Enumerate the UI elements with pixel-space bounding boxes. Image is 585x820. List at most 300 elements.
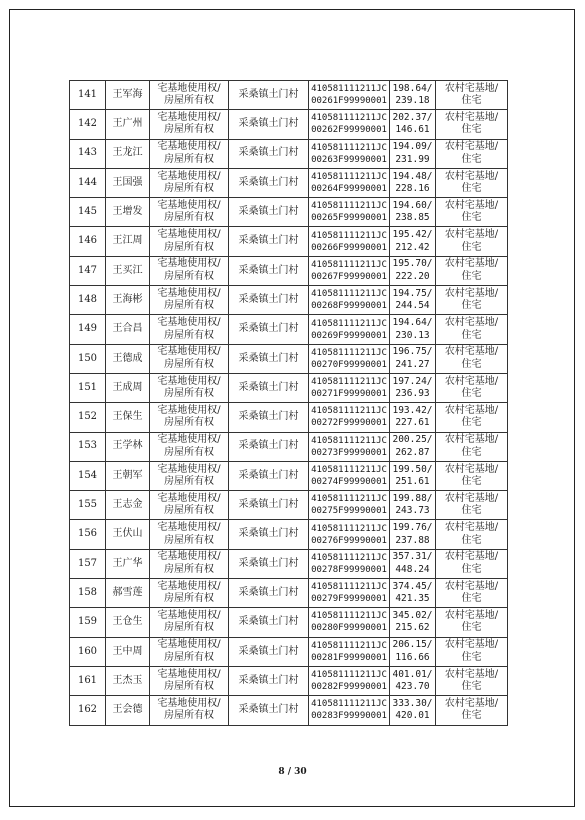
location-text: 采桑镇土门村	[238, 381, 299, 393]
location-cell	[229, 608, 309, 637]
right-type-text: 宅基地使用权/	[157, 258, 221, 270]
right-type-text: 房屋所有权	[164, 329, 214, 341]
unit-code-text: 410581111211JC	[311, 670, 387, 681]
row-number-text: 156	[77, 528, 98, 540]
right-type-cell	[150, 432, 229, 461]
area-text: 333.30/	[392, 697, 433, 709]
right-type-text: 房屋所有权	[164, 417, 214, 429]
table-row	[70, 637, 508, 666]
unit-code-text: 00266F99990001	[311, 242, 387, 253]
area-cell	[390, 637, 436, 666]
area-text: 200.25/	[392, 434, 433, 446]
unit-code-text: 410581111211JC	[311, 640, 387, 651]
owner-name-cell	[106, 139, 150, 168]
area-cell	[390, 461, 436, 490]
owner-name-text: 王伏山	[112, 528, 143, 540]
owner-name-cell	[106, 461, 150, 490]
area-cell	[390, 666, 436, 695]
area-text: 423.70	[395, 681, 430, 693]
area-text: 421.35	[395, 593, 430, 605]
owner-name-text: 王广华	[112, 557, 143, 569]
owner-name-text: 王龙江	[112, 147, 143, 159]
row-number-cell	[70, 139, 106, 168]
land-use-cell	[436, 227, 508, 256]
area-cell	[390, 139, 436, 168]
right-type-text: 房屋所有权	[164, 124, 214, 136]
right-type-text: 房屋所有权	[164, 563, 214, 575]
row-number-text: 146	[77, 235, 98, 247]
owner-name-cell	[106, 373, 150, 402]
land-use-cell	[436, 491, 508, 520]
right-type-text: 宅基地使用权/	[157, 639, 221, 651]
location-cell	[229, 256, 309, 285]
unit-code-text: 00268F99990001	[311, 301, 387, 312]
right-type-text: 宅基地使用权/	[157, 229, 221, 241]
land-use-text: 住宅	[461, 651, 482, 663]
location-cell	[229, 549, 309, 578]
right-type-cell	[150, 198, 229, 227]
area-text: 194.60/	[392, 199, 433, 211]
area-text: 345.02/	[392, 609, 433, 621]
location-text: 采桑镇土门村	[238, 147, 299, 159]
location-text: 采桑镇土门村	[238, 704, 299, 716]
right-type-text: 宅基地使用权/	[157, 170, 221, 182]
unit-code-text: 410581111211JC	[311, 406, 387, 417]
area-text: 206.15/	[392, 639, 433, 651]
right-type-cell	[150, 491, 229, 520]
location-text: 采桑镇土门村	[238, 586, 299, 598]
owner-name-text: 王国强	[112, 176, 143, 188]
row-number-cell	[70, 168, 106, 197]
area-cell	[390, 373, 436, 402]
right-type-text: 房屋所有权	[164, 95, 214, 107]
unit-code-cell	[309, 520, 390, 549]
location-text: 采桑镇土门村	[238, 645, 299, 657]
unit-code-text: 00267F99990001	[311, 271, 387, 282]
unit-code-cell	[309, 549, 390, 578]
table-row	[70, 256, 508, 285]
land-use-text: 农村宅基地/	[444, 551, 499, 563]
location-text: 采桑镇土门村	[238, 499, 299, 511]
land-use-text: 农村宅基地/	[444, 258, 499, 270]
area-cell	[390, 549, 436, 578]
land-use-cell	[436, 81, 508, 110]
table-row	[70, 81, 508, 110]
owner-name-cell	[106, 110, 150, 139]
land-use-text: 农村宅基地/	[444, 580, 499, 592]
table-row	[70, 461, 508, 490]
row-number-cell	[70, 198, 106, 227]
right-type-text: 宅基地使用权/	[157, 346, 221, 358]
area-text: 199.76/	[392, 522, 433, 534]
right-type-text: 房屋所有权	[164, 358, 214, 370]
unit-code-cell	[309, 403, 390, 432]
location-text: 采桑镇土门村	[238, 411, 299, 423]
unit-code-text: 410581111211JC	[311, 201, 387, 212]
land-use-cell	[436, 520, 508, 549]
owner-name-cell	[106, 198, 150, 227]
area-text: 215.62	[395, 622, 430, 634]
land-use-cell	[436, 696, 508, 725]
row-number-text: 153	[77, 440, 98, 452]
right-type-cell	[150, 373, 229, 402]
row-number-text: 157	[77, 557, 98, 569]
land-use-cell	[436, 637, 508, 666]
right-type-text: 房屋所有权	[164, 593, 214, 605]
table-row	[70, 432, 508, 461]
right-type-text: 宅基地使用权/	[157, 668, 221, 680]
area-text: 374.45/	[392, 580, 433, 592]
right-type-text: 宅基地使用权/	[157, 492, 221, 504]
unit-code-text: 00262F99990001	[311, 125, 387, 136]
owner-name-cell	[106, 637, 150, 666]
land-use-text: 农村宅基地/	[444, 141, 499, 153]
land-use-text: 农村宅基地/	[444, 668, 499, 680]
owner-name-cell	[106, 286, 150, 315]
area-cell	[390, 344, 436, 373]
location-text: 采桑镇土门村	[238, 528, 299, 540]
owner-name-text: 王合昌	[112, 323, 143, 335]
land-use-text: 住宅	[461, 563, 482, 575]
right-type-cell	[150, 168, 229, 197]
row-number-text: 143	[77, 147, 98, 159]
owner-name-cell	[106, 168, 150, 197]
unit-code-cell	[309, 491, 390, 520]
location-cell	[229, 344, 309, 373]
owner-name-text: 王增发	[112, 206, 143, 218]
owner-name-cell	[106, 666, 150, 695]
area-cell	[390, 315, 436, 344]
owner-name-cell	[106, 579, 150, 608]
row-number-cell	[70, 461, 106, 490]
area-text: 194.75/	[392, 287, 433, 299]
owner-name-text: 王学林	[112, 440, 143, 452]
land-use-text: 农村宅基地/	[444, 522, 499, 534]
right-type-text: 房屋所有权	[164, 476, 214, 487]
right-type-cell	[150, 81, 229, 110]
owner-name-text: 王杰玉	[112, 674, 143, 686]
unit-code-text: 00278F99990001	[311, 564, 387, 575]
land-use-cell	[436, 373, 508, 402]
land-use-cell	[436, 256, 508, 285]
area-text: 420.01	[395, 710, 430, 722]
location-cell	[229, 110, 309, 139]
location-cell	[229, 286, 309, 315]
right-type-text: 宅基地使用权/	[157, 609, 221, 621]
area-text: 199.50/	[392, 463, 433, 475]
area-text: 238.85	[395, 212, 430, 224]
land-use-text: 住宅	[461, 300, 482, 312]
right-type-cell	[150, 403, 229, 432]
unit-code-text: 410581111211JC	[311, 611, 387, 622]
land-use-cell	[436, 139, 508, 168]
right-type-text: 宅基地使用权/	[157, 434, 221, 446]
right-type-cell	[150, 666, 229, 695]
row-number-cell	[70, 110, 106, 139]
right-type-text: 房屋所有权	[164, 183, 214, 195]
row-number-text: 161	[77, 674, 98, 686]
unit-code-cell	[309, 227, 390, 256]
owner-name-cell	[106, 491, 150, 520]
unit-code-text: 410581111211JC	[311, 523, 387, 534]
right-type-text: 宅基地使用权/	[157, 522, 221, 534]
area-text: 227.61	[395, 417, 430, 429]
owner-name-text: 王会德	[112, 704, 143, 716]
owner-name-cell	[106, 520, 150, 549]
area-text: 448.24	[395, 563, 430, 575]
owner-name-cell	[106, 403, 150, 432]
row-number-cell	[70, 81, 106, 110]
area-cell	[390, 403, 436, 432]
table-row	[70, 110, 508, 139]
row-number-cell	[70, 315, 106, 344]
land-use-text: 住宅	[461, 153, 482, 165]
table-row	[70, 286, 508, 315]
land-use-text: 住宅	[461, 534, 482, 546]
land-use-text: 农村宅基地/	[444, 317, 499, 329]
right-type-cell	[150, 139, 229, 168]
table-row	[70, 579, 508, 608]
row-number-text: 160	[77, 645, 98, 657]
row-number-cell	[70, 403, 106, 432]
row-number-text: 159	[77, 616, 98, 628]
land-use-text: 农村宅基地/	[444, 375, 499, 387]
location-cell	[229, 579, 309, 608]
unit-code-text: 410581111211JC	[311, 552, 387, 563]
area-text: 195.42/	[392, 229, 433, 241]
table-row	[70, 344, 508, 373]
right-type-text: 宅基地使用权/	[157, 551, 221, 563]
land-use-text: 农村宅基地/	[444, 434, 499, 446]
unit-code-text: 00269F99990001	[311, 330, 387, 341]
unit-code-text: 00282F99990001	[311, 682, 387, 693]
land-use-cell	[436, 608, 508, 637]
location-cell	[229, 520, 309, 549]
table-row	[70, 549, 508, 578]
area-text: 237.88	[395, 534, 430, 546]
owner-name-text: 王成周	[112, 381, 143, 393]
unit-code-text: 00261F99990001	[311, 96, 387, 107]
table-row	[70, 168, 508, 197]
row-number-cell	[70, 579, 106, 608]
row-number-text: 148	[77, 293, 98, 305]
owner-name-text: 王仓生	[112, 616, 143, 628]
row-number-text: 152	[77, 411, 98, 423]
unit-code-text: 00281F99990001	[311, 652, 387, 663]
land-use-text: 住宅	[461, 622, 482, 634]
area-text: 244.54	[395, 300, 430, 312]
right-type-cell	[150, 344, 229, 373]
unit-code-text: 410581111211JC	[311, 435, 387, 446]
area-text: 202.37/	[392, 111, 433, 123]
land-use-text: 农村宅基地/	[444, 463, 499, 475]
owner-name-cell	[106, 344, 150, 373]
right-type-text: 房屋所有权	[164, 153, 214, 165]
location-cell	[229, 139, 309, 168]
table-row	[70, 608, 508, 637]
row-number-cell	[70, 696, 106, 725]
right-type-text: 宅基地使用权/	[157, 375, 221, 387]
location-cell	[229, 696, 309, 725]
owner-name-text: 王军海	[112, 88, 143, 100]
owner-name-text: 王志金	[112, 499, 143, 511]
row-number-cell	[70, 608, 106, 637]
owner-name-cell	[106, 608, 150, 637]
unit-code-text: 00274F99990001	[311, 477, 387, 487]
location-text: 采桑镇土门村	[238, 235, 299, 247]
right-type-text: 房屋所有权	[164, 622, 214, 634]
unit-code-text: 410581111211JC	[311, 84, 387, 95]
location-text: 采桑镇土门村	[238, 440, 299, 452]
location-cell	[229, 81, 309, 110]
land-use-text: 住宅	[461, 124, 482, 136]
unit-code-cell	[309, 579, 390, 608]
area-cell	[390, 227, 436, 256]
owner-name-text: 王保生	[112, 411, 143, 423]
owner-name-text: 王买江	[112, 264, 143, 276]
right-type-text: 宅基地使用权/	[157, 141, 221, 153]
location-text: 采桑镇土门村	[238, 88, 299, 100]
unit-code-cell	[309, 286, 390, 315]
land-use-cell	[436, 666, 508, 695]
unit-code-cell	[309, 168, 390, 197]
registry-table-body	[70, 81, 508, 726]
unit-code-cell	[309, 432, 390, 461]
location-text: 采桑镇土门村	[238, 469, 299, 481]
right-type-cell	[150, 110, 229, 139]
unit-code-text: 410581111211JC	[311, 230, 387, 241]
right-type-text: 房屋所有权	[164, 710, 214, 722]
unit-code-text: 410581111211JC	[311, 347, 387, 358]
right-type-text: 宅基地使用权/	[157, 111, 221, 123]
unit-code-text: 410581111211JC	[311, 113, 387, 124]
area-text: 193.42/	[392, 404, 433, 416]
area-text: 243.73	[395, 505, 430, 517]
area-cell	[390, 491, 436, 520]
land-use-cell	[436, 432, 508, 461]
owner-name-cell	[106, 81, 150, 110]
area-cell	[390, 432, 436, 461]
location-text: 采桑镇土门村	[238, 118, 299, 130]
area-text: 195.70/	[392, 258, 433, 270]
area-cell	[390, 608, 436, 637]
right-type-text: 宅基地使用权/	[157, 199, 221, 211]
land-use-cell	[436, 461, 508, 490]
row-number-cell	[70, 256, 106, 285]
unit-code-text: 00264F99990001	[311, 184, 387, 195]
area-text: 230.13	[395, 329, 430, 341]
unit-code-text: 410581111211JC	[311, 377, 387, 388]
unit-code-text: 410581111211JC	[311, 259, 387, 270]
area-cell	[390, 579, 436, 608]
area-text: 194.64/	[392, 317, 433, 329]
right-type-cell	[150, 579, 229, 608]
location-cell	[229, 666, 309, 695]
owner-name-text: 王德成	[112, 352, 143, 364]
area-cell	[390, 256, 436, 285]
land-use-text: 住宅	[461, 476, 482, 487]
row-number-text: 144	[77, 176, 98, 188]
owner-name-cell	[106, 549, 150, 578]
unit-code-text: 00280F99990001	[311, 623, 387, 634]
area-text: 228.16	[395, 183, 430, 195]
right-type-text: 宅基地使用权/	[157, 317, 221, 329]
right-type-text: 房屋所有权	[164, 446, 214, 458]
location-text: 采桑镇土门村	[238, 557, 299, 569]
land-use-text: 农村宅基地/	[444, 492, 499, 504]
land-use-text: 住宅	[461, 593, 482, 605]
location-text: 采桑镇土门村	[238, 176, 299, 188]
location-cell	[229, 315, 309, 344]
land-use-text: 住宅	[461, 212, 482, 224]
right-type-text: 房屋所有权	[164, 534, 214, 546]
land-use-text: 农村宅基地/	[444, 404, 499, 416]
unit-code-cell	[309, 139, 390, 168]
land-use-text: 农村宅基地/	[444, 229, 499, 241]
row-number-cell	[70, 286, 106, 315]
owner-name-text: 王中周	[112, 645, 143, 657]
right-type-text: 房屋所有权	[164, 505, 214, 517]
owner-name-cell	[106, 696, 150, 725]
owner-name-cell	[106, 315, 150, 344]
location-text: 采桑镇土门村	[238, 323, 299, 335]
right-type-text: 房屋所有权	[164, 651, 214, 663]
unit-code-cell	[309, 256, 390, 285]
table-row	[70, 373, 508, 402]
row-number-text: 155	[77, 499, 98, 511]
land-use-text: 住宅	[461, 241, 482, 253]
row-number-cell	[70, 549, 106, 578]
owner-name-text: 王江周	[112, 235, 143, 247]
right-type-text: 宅基地使用权/	[157, 404, 221, 416]
area-text: 116.66	[395, 651, 430, 663]
owner-name-cell	[106, 432, 150, 461]
land-use-text: 农村宅基地/	[444, 170, 499, 182]
location-cell	[229, 461, 309, 490]
land-use-text: 农村宅基地/	[444, 111, 499, 123]
area-text: 357.31/	[392, 551, 433, 563]
area-text: 262.87	[395, 446, 430, 458]
unit-code-text: 410581111211JC	[311, 172, 387, 183]
unit-code-text: 00275F99990001	[311, 506, 387, 517]
right-type-text: 房屋所有权	[164, 212, 214, 224]
unit-code-cell	[309, 608, 390, 637]
area-cell	[390, 110, 436, 139]
table-row	[70, 696, 508, 725]
registry-table	[69, 80, 508, 726]
row-number-text: 149	[77, 323, 98, 335]
location-text: 采桑镇土门村	[238, 674, 299, 686]
unit-code-cell	[309, 81, 390, 110]
unit-code-cell	[309, 637, 390, 666]
unit-code-cell	[309, 110, 390, 139]
right-type-cell	[150, 286, 229, 315]
unit-code-cell	[309, 461, 390, 490]
unit-code-text: 00276F99990001	[311, 535, 387, 546]
area-cell	[390, 198, 436, 227]
row-number-text: 147	[77, 264, 98, 276]
land-use-text: 住宅	[461, 505, 482, 517]
table-row	[70, 403, 508, 432]
land-use-cell	[436, 579, 508, 608]
row-number-cell	[70, 344, 106, 373]
right-type-cell	[150, 637, 229, 666]
land-use-text: 住宅	[461, 95, 482, 107]
land-use-cell	[436, 168, 508, 197]
right-type-text: 房屋所有权	[164, 270, 214, 282]
row-number-cell	[70, 520, 106, 549]
land-use-text: 农村宅基地/	[444, 346, 499, 358]
